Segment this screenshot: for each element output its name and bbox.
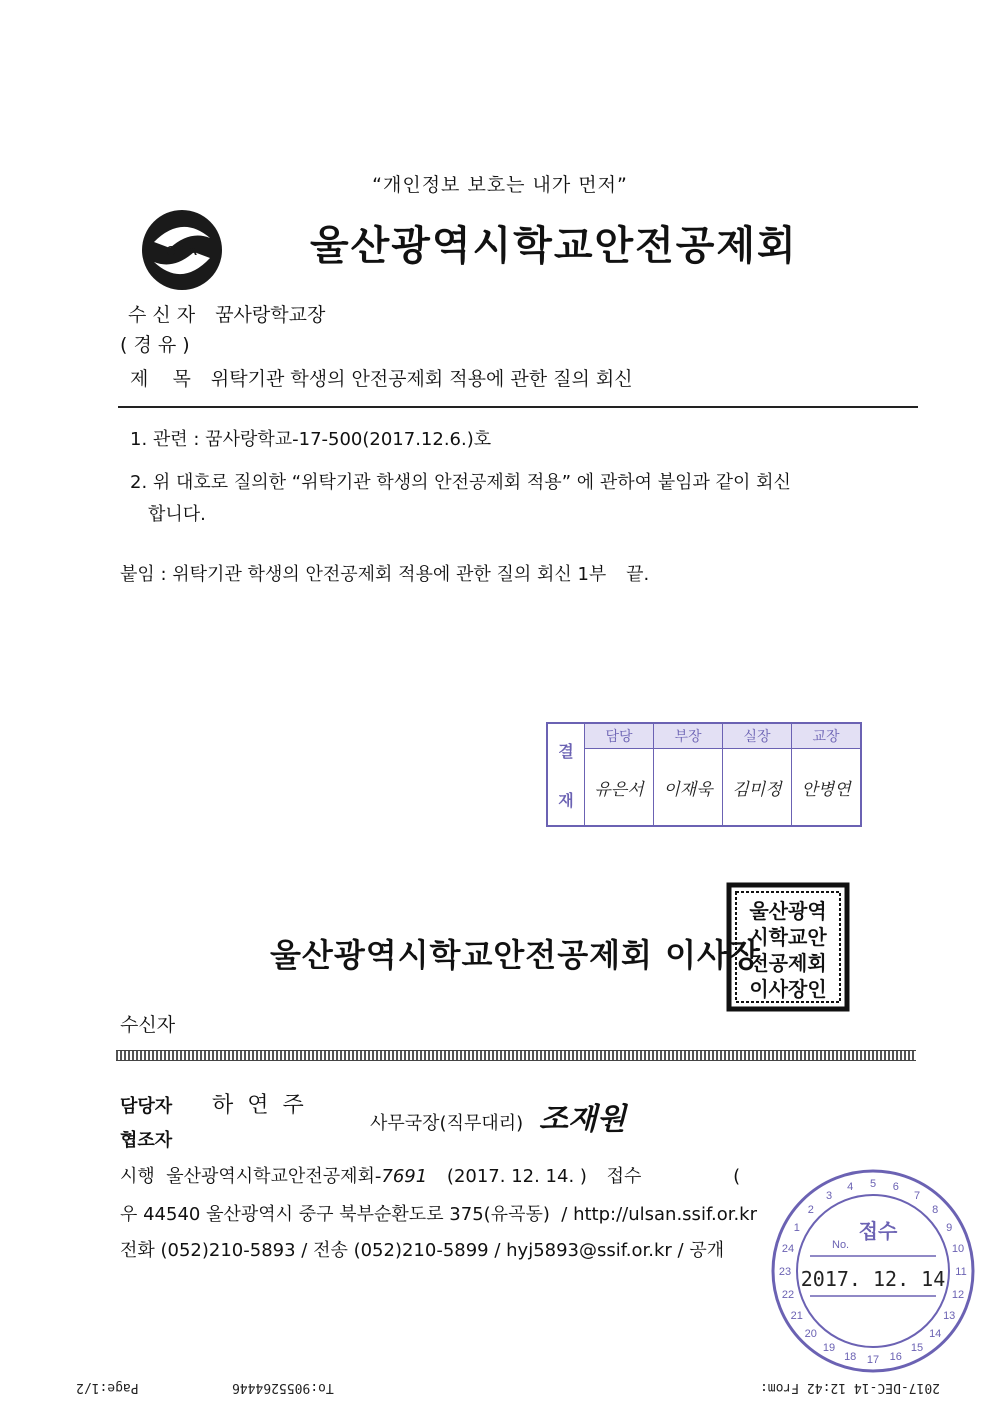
dial-number: 8: [932, 1203, 939, 1216]
dial-number: 22: [781, 1288, 795, 1301]
dial-number: 2: [807, 1203, 814, 1216]
recipient-label: 수 신 자: [128, 304, 196, 326]
chief-signature: 조재원: [538, 1102, 626, 1137]
execution-label: 시행 울산광역시학교안전공제회-: [120, 1166, 382, 1187]
execution-line: [120, 1162, 740, 1188]
attachment-text: 붙임 : 위탁기관 학생의 안전공제회 적용에 관한 질의 회신 1부: [120, 564, 607, 585]
body-item-1: 1. 관련 : 꿈사랑학교-17-500(2017.12.6.)호: [130, 429, 492, 450]
received-stamp-label: 접수: [858, 1221, 898, 1243]
approval-signature-staff: 유은서: [585, 749, 654, 827]
dial-number: 1: [793, 1222, 800, 1234]
subject-value: 위탁기관 학생의 안전공제회 적용에 관한 질의 회신: [210, 368, 633, 390]
execution-date: (2017. 12. 14. ): [446, 1166, 587, 1187]
approval-signature-department: 이재욱: [654, 749, 723, 827]
dial-number: 10: [951, 1243, 965, 1256]
slogan: “개인정보 보호는 내가 먼저”: [372, 174, 628, 196]
dial-number: 6: [892, 1181, 899, 1193]
approval-signature-office: 김미정: [723, 749, 792, 827]
attachment-line: [120, 560, 649, 586]
body-item-2: 2. 위 대호로 질의한 “위탁기관 학생의 안전공제회 적용” 에 관하여 붙임과 같이 회신: [130, 472, 791, 493]
header-divider: [118, 406, 918, 408]
coop-label: 협조자: [120, 1130, 173, 1151]
end-mark: 끝.: [626, 564, 650, 585]
fax-page: Page:1/2: [76, 1380, 139, 1395]
staff-label: 담당자: [120, 1096, 173, 1117]
svg-text:울산광역: 울산광역: [749, 899, 827, 923]
dial-number: 15: [910, 1342, 924, 1355]
ssia-logo: [140, 208, 224, 292]
dial-number: 16: [889, 1351, 902, 1363]
approval-side-label: 결 재: [547, 723, 585, 826]
received-stamp: [770, 1168, 976, 1374]
dial-number: 24: [781, 1243, 795, 1256]
svg-text:이사장인: 이사장인: [749, 977, 827, 1001]
recipient-value: 꿈사랑학교장: [215, 304, 326, 326]
body-item-2-continued: 합니다.: [148, 504, 206, 525]
dial-number: 19: [822, 1342, 836, 1355]
contact-line: 전화 (052)210-5893 / 전송 (052)210-5899 / hyj5893@ssif.or.kr / 공개: [120, 1240, 725, 1261]
dial-number: 12: [951, 1288, 965, 1301]
svg-text:전공제회: 전공제회: [749, 951, 827, 975]
dial-number: 7: [913, 1189, 921, 1202]
director-name: 울산광역시학교안전공제회 이사장: [270, 936, 761, 974]
dial-number: 14: [929, 1328, 942, 1341]
address-line: 우 44540 울산광역시 중구 북부순환도로 375(유곡동) / http://ulsan.ssif.or.kr: [120, 1204, 757, 1225]
organization-title: 울산광역시학교안전공제회: [310, 223, 798, 269]
chief-line: [370, 1094, 626, 1138]
footer-divider: [116, 1050, 916, 1061]
chief-title: 사무국장(직무대리): [370, 1113, 524, 1134]
approval-header-department: 부장: [654, 723, 723, 749]
approval-signature-principal: 안병연: [792, 749, 862, 827]
logo-text: SSIA: [166, 243, 198, 258]
dial-number: 18: [844, 1351, 857, 1363]
dial-number: 21: [790, 1310, 803, 1322]
fax-from: 2017-DEC-14 12:42 From:: [760, 1380, 941, 1395]
fax-to: To:9055264446: [232, 1380, 334, 1395]
subject-label: 제 목: [130, 368, 191, 390]
dial-number: 3: [825, 1189, 833, 1202]
approval-header-staff: 담당: [585, 723, 654, 749]
receiver-label: 수신자: [120, 1014, 176, 1036]
dial-number: 17: [866, 1354, 880, 1366]
dial-number: 9: [946, 1222, 953, 1234]
received-stamp-date: 2017. 12. 14: [800, 1267, 946, 1291]
svg-text:시학교안: 시학교안: [749, 925, 827, 949]
approval-stamp: [546, 722, 862, 827]
receipt-paren: (: [733, 1166, 741, 1187]
approval-header-principal: 교장: [792, 723, 862, 749]
dial-number: 4: [847, 1181, 854, 1193]
dial-number: 20: [804, 1328, 817, 1341]
receipt-label: 접수: [606, 1166, 642, 1187]
dial-number: 23: [778, 1266, 792, 1278]
dial-number: 13: [943, 1310, 956, 1322]
dial-number: 11: [955, 1266, 967, 1278]
subject-line: [130, 364, 633, 391]
received-stamp-no: No.: [832, 1239, 850, 1251]
dial-number: 5: [869, 1178, 877, 1190]
via-line: ( 경 유 ): [120, 334, 190, 356]
staff-name: 하연주: [212, 1093, 318, 1118]
approval-header-office: 실장: [723, 723, 792, 749]
recipient-line: [128, 300, 325, 327]
execution-number: 7691: [381, 1166, 428, 1187]
